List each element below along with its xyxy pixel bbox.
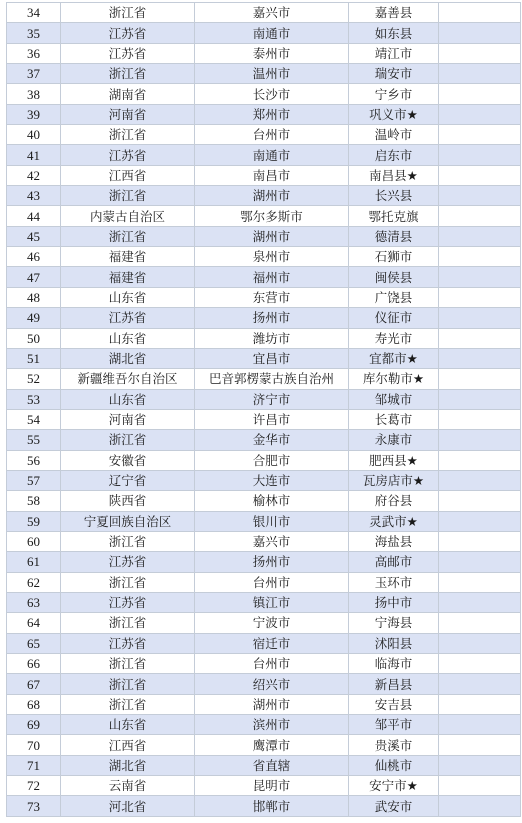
province-cell: 浙江省 [61, 613, 195, 633]
row-number-cell: 55 [7, 430, 61, 450]
province-cell: 江西省 [61, 735, 195, 755]
province-cell: 河北省 [61, 796, 195, 816]
table-row [7, 186, 521, 206]
province-cell: 陕西省 [61, 491, 195, 511]
province-cell: 山东省 [61, 287, 195, 307]
table-row [7, 409, 521, 429]
county-cell: 肥西县★ [349, 450, 439, 470]
row-number-cell: 49 [7, 308, 61, 328]
table-row [7, 206, 521, 226]
row-number-cell: 65 [7, 633, 61, 653]
city-cell: 泰州市 [195, 43, 349, 63]
row-number-cell: 46 [7, 247, 61, 267]
province-cell: 江西省 [61, 165, 195, 185]
city-cell: 潍坊市 [195, 328, 349, 348]
extra-cell [439, 64, 521, 84]
row-number-cell: 73 [7, 796, 61, 816]
extra-cell [439, 308, 521, 328]
city-cell: 合肥市 [195, 450, 349, 470]
row-number-cell: 62 [7, 572, 61, 592]
extra-cell [439, 674, 521, 694]
row-number-cell: 66 [7, 654, 61, 674]
county-cell: 寿光市 [349, 328, 439, 348]
province-cell: 河南省 [61, 409, 195, 429]
province-cell: 浙江省 [61, 125, 195, 145]
city-cell: 南通市 [195, 145, 349, 165]
table-row [7, 552, 521, 572]
table-row [7, 592, 521, 612]
city-cell: 湖州市 [195, 186, 349, 206]
row-number-cell: 44 [7, 206, 61, 226]
row-number-cell: 60 [7, 531, 61, 551]
extra-cell [439, 491, 521, 511]
city-cell: 泉州市 [195, 247, 349, 267]
city-cell: 许昌市 [195, 409, 349, 429]
table-body [7, 3, 521, 817]
county-cell: 安宁市★ [349, 776, 439, 796]
county-cell: 南昌县★ [349, 165, 439, 185]
province-cell: 云南省 [61, 776, 195, 796]
county-cell: 仪征市 [349, 308, 439, 328]
province-cell: 浙江省 [61, 186, 195, 206]
table-row [7, 430, 521, 450]
county-cell: 广饶县 [349, 287, 439, 307]
province-cell: 浙江省 [61, 3, 195, 23]
province-cell: 江苏省 [61, 23, 195, 43]
table-row [7, 247, 521, 267]
city-cell: 南昌市 [195, 165, 349, 185]
city-cell: 宿迁市 [195, 633, 349, 653]
row-number-cell: 69 [7, 715, 61, 735]
table-row [7, 348, 521, 368]
city-cell: 昆明市 [195, 776, 349, 796]
table-row [7, 511, 521, 531]
row-number-cell: 64 [7, 613, 61, 633]
county-cell: 瑞安市 [349, 64, 439, 84]
table-row [7, 613, 521, 633]
city-cell: 湖州市 [195, 694, 349, 714]
extra-cell [439, 247, 521, 267]
county-ranking-table [6, 2, 521, 817]
table-row [7, 287, 521, 307]
city-cell: 金华市 [195, 430, 349, 450]
province-cell: 浙江省 [61, 531, 195, 551]
extra-cell [439, 125, 521, 145]
county-cell: 安吉县 [349, 694, 439, 714]
county-cell: 温岭市 [349, 125, 439, 145]
extra-cell [439, 145, 521, 165]
table-row [7, 145, 521, 165]
extra-cell [439, 369, 521, 389]
city-cell: 扬州市 [195, 308, 349, 328]
city-cell: 鹰潭市 [195, 735, 349, 755]
table-row [7, 755, 521, 775]
province-cell: 山东省 [61, 715, 195, 735]
row-number-cell: 38 [7, 84, 61, 104]
county-cell: 长兴县 [349, 186, 439, 206]
province-cell: 宁夏回族自治区 [61, 511, 195, 531]
row-number-cell: 58 [7, 491, 61, 511]
extra-cell [439, 23, 521, 43]
city-cell: 宁波市 [195, 613, 349, 633]
city-cell: 嘉兴市 [195, 531, 349, 551]
row-number-cell: 63 [7, 592, 61, 612]
county-cell: 武安市 [349, 796, 439, 816]
table-row [7, 654, 521, 674]
city-cell: 台州市 [195, 125, 349, 145]
table-row [7, 43, 521, 63]
row-number-cell: 42 [7, 165, 61, 185]
row-number-cell: 70 [7, 735, 61, 755]
table-row [7, 694, 521, 714]
city-cell: 邯郸市 [195, 796, 349, 816]
city-cell: 嘉兴市 [195, 3, 349, 23]
row-number-cell: 61 [7, 552, 61, 572]
row-number-cell: 56 [7, 450, 61, 470]
extra-cell [439, 470, 521, 490]
county-cell: 扬中市 [349, 592, 439, 612]
extra-cell [439, 165, 521, 185]
extra-cell [439, 267, 521, 287]
row-number-cell: 41 [7, 145, 61, 165]
county-cell: 灵武市★ [349, 511, 439, 531]
city-cell: 大连市 [195, 470, 349, 490]
row-number-cell: 50 [7, 328, 61, 348]
county-cell: 德清县 [349, 226, 439, 246]
table-row [7, 165, 521, 185]
row-number-cell: 71 [7, 755, 61, 775]
row-number-cell: 37 [7, 64, 61, 84]
row-number-cell: 68 [7, 694, 61, 714]
county-cell: 如东县 [349, 23, 439, 43]
province-cell: 浙江省 [61, 572, 195, 592]
county-cell: 永康市 [349, 430, 439, 450]
province-cell: 安徽省 [61, 450, 195, 470]
province-cell: 山东省 [61, 328, 195, 348]
province-cell: 辽宁省 [61, 470, 195, 490]
province-cell: 浙江省 [61, 654, 195, 674]
extra-cell [439, 84, 521, 104]
extra-cell [439, 104, 521, 124]
city-cell: 温州市 [195, 64, 349, 84]
extra-cell [439, 552, 521, 572]
province-cell: 江苏省 [61, 592, 195, 612]
table-row [7, 491, 521, 511]
table-row [7, 226, 521, 246]
extra-cell [439, 796, 521, 816]
county-cell: 邹平市 [349, 715, 439, 735]
extra-cell [439, 43, 521, 63]
row-number-cell: 34 [7, 3, 61, 23]
county-cell: 新昌县 [349, 674, 439, 694]
table-row [7, 267, 521, 287]
province-cell: 福建省 [61, 247, 195, 267]
city-cell: 济宁市 [195, 389, 349, 409]
province-cell: 浙江省 [61, 226, 195, 246]
county-cell: 沭阳县 [349, 633, 439, 653]
province-cell: 河南省 [61, 104, 195, 124]
county-cell: 巩义市★ [349, 104, 439, 124]
county-cell: 启东市 [349, 145, 439, 165]
extra-cell [439, 186, 521, 206]
province-cell: 新疆维吾尔自治区 [61, 369, 195, 389]
province-cell: 江苏省 [61, 552, 195, 572]
row-number-cell: 48 [7, 287, 61, 307]
province-cell: 浙江省 [61, 64, 195, 84]
table-row [7, 64, 521, 84]
county-cell: 府谷县 [349, 491, 439, 511]
table-row [7, 715, 521, 735]
city-cell: 滨州市 [195, 715, 349, 735]
extra-cell [439, 226, 521, 246]
county-cell: 高邮市 [349, 552, 439, 572]
row-number-cell: 35 [7, 23, 61, 43]
table-row [7, 572, 521, 592]
city-cell: 银川市 [195, 511, 349, 531]
table-row [7, 369, 521, 389]
row-number-cell: 51 [7, 348, 61, 368]
province-cell: 湖南省 [61, 84, 195, 104]
table-row [7, 23, 521, 43]
row-number-cell: 36 [7, 43, 61, 63]
extra-cell [439, 409, 521, 429]
city-cell: 福州市 [195, 267, 349, 287]
county-cell: 库尔勒市★ [349, 369, 439, 389]
province-cell: 湖北省 [61, 755, 195, 775]
county-cell: 海盐县 [349, 531, 439, 551]
province-cell: 内蒙古自治区 [61, 206, 195, 226]
county-cell: 闽侯县 [349, 267, 439, 287]
city-cell: 绍兴市 [195, 674, 349, 694]
extra-cell [439, 389, 521, 409]
table-row [7, 104, 521, 124]
extra-cell [439, 633, 521, 653]
row-number-cell: 67 [7, 674, 61, 694]
province-cell: 浙江省 [61, 674, 195, 694]
row-number-cell: 47 [7, 267, 61, 287]
county-cell: 靖江市 [349, 43, 439, 63]
row-number-cell: 53 [7, 389, 61, 409]
table-row [7, 3, 521, 23]
extra-cell [439, 715, 521, 735]
extra-cell [439, 613, 521, 633]
extra-cell [439, 450, 521, 470]
extra-cell [439, 735, 521, 755]
county-cell: 宜都市★ [349, 348, 439, 368]
province-cell: 浙江省 [61, 430, 195, 450]
extra-cell [439, 776, 521, 796]
table-row [7, 633, 521, 653]
table-row [7, 450, 521, 470]
city-cell: 镇江市 [195, 592, 349, 612]
table-row [7, 776, 521, 796]
row-number-cell: 39 [7, 104, 61, 124]
province-cell: 江苏省 [61, 308, 195, 328]
county-cell: 宁乡市 [349, 84, 439, 104]
table-row [7, 735, 521, 755]
province-cell: 福建省 [61, 267, 195, 287]
city-cell: 台州市 [195, 572, 349, 592]
city-cell: 鄂尔多斯市 [195, 206, 349, 226]
city-cell: 南通市 [195, 23, 349, 43]
city-cell: 省直辖 [195, 755, 349, 775]
table-row [7, 470, 521, 490]
extra-cell [439, 592, 521, 612]
county-cell: 长葛市 [349, 409, 439, 429]
extra-cell [439, 348, 521, 368]
table-row [7, 125, 521, 145]
province-cell: 湖北省 [61, 348, 195, 368]
table-row [7, 84, 521, 104]
table-row [7, 389, 521, 409]
extra-cell [439, 755, 521, 775]
row-number-cell: 54 [7, 409, 61, 429]
extra-cell [439, 654, 521, 674]
table-row [7, 674, 521, 694]
province-cell: 山东省 [61, 389, 195, 409]
city-cell: 长沙市 [195, 84, 349, 104]
county-cell: 瓦房店市★ [349, 470, 439, 490]
row-number-cell: 52 [7, 369, 61, 389]
county-cell: 嘉善县 [349, 3, 439, 23]
city-cell: 榆林市 [195, 491, 349, 511]
extra-cell [439, 3, 521, 23]
city-cell: 东营市 [195, 287, 349, 307]
table-row [7, 796, 521, 816]
row-number-cell: 57 [7, 470, 61, 490]
extra-cell [439, 287, 521, 307]
county-cell: 贵溪市 [349, 735, 439, 755]
city-cell: 巴音郭楞蒙古族自治州 [195, 369, 349, 389]
province-cell: 江苏省 [61, 633, 195, 653]
province-cell: 江苏省 [61, 43, 195, 63]
row-number-cell: 59 [7, 511, 61, 531]
city-cell: 宜昌市 [195, 348, 349, 368]
table-row [7, 308, 521, 328]
row-number-cell: 43 [7, 186, 61, 206]
extra-cell [439, 694, 521, 714]
county-cell: 临海市 [349, 654, 439, 674]
table-row [7, 328, 521, 348]
county-cell: 玉环市 [349, 572, 439, 592]
city-cell: 台州市 [195, 654, 349, 674]
row-number-cell: 40 [7, 125, 61, 145]
county-cell: 鄂托克旗 [349, 206, 439, 226]
row-number-cell: 45 [7, 226, 61, 246]
extra-cell [439, 511, 521, 531]
county-cell: 石狮市 [349, 247, 439, 267]
county-cell: 仙桃市 [349, 755, 439, 775]
city-cell: 湖州市 [195, 226, 349, 246]
extra-cell [439, 531, 521, 551]
extra-cell [439, 328, 521, 348]
province-cell: 浙江省 [61, 694, 195, 714]
extra-cell [439, 572, 521, 592]
extra-cell [439, 430, 521, 450]
county-cell: 邹城市 [349, 389, 439, 409]
city-cell: 扬州市 [195, 552, 349, 572]
county-cell: 宁海县 [349, 613, 439, 633]
city-cell: 郑州市 [195, 104, 349, 124]
province-cell: 江苏省 [61, 145, 195, 165]
row-number-cell: 72 [7, 776, 61, 796]
extra-cell [439, 206, 521, 226]
table-row [7, 531, 521, 551]
